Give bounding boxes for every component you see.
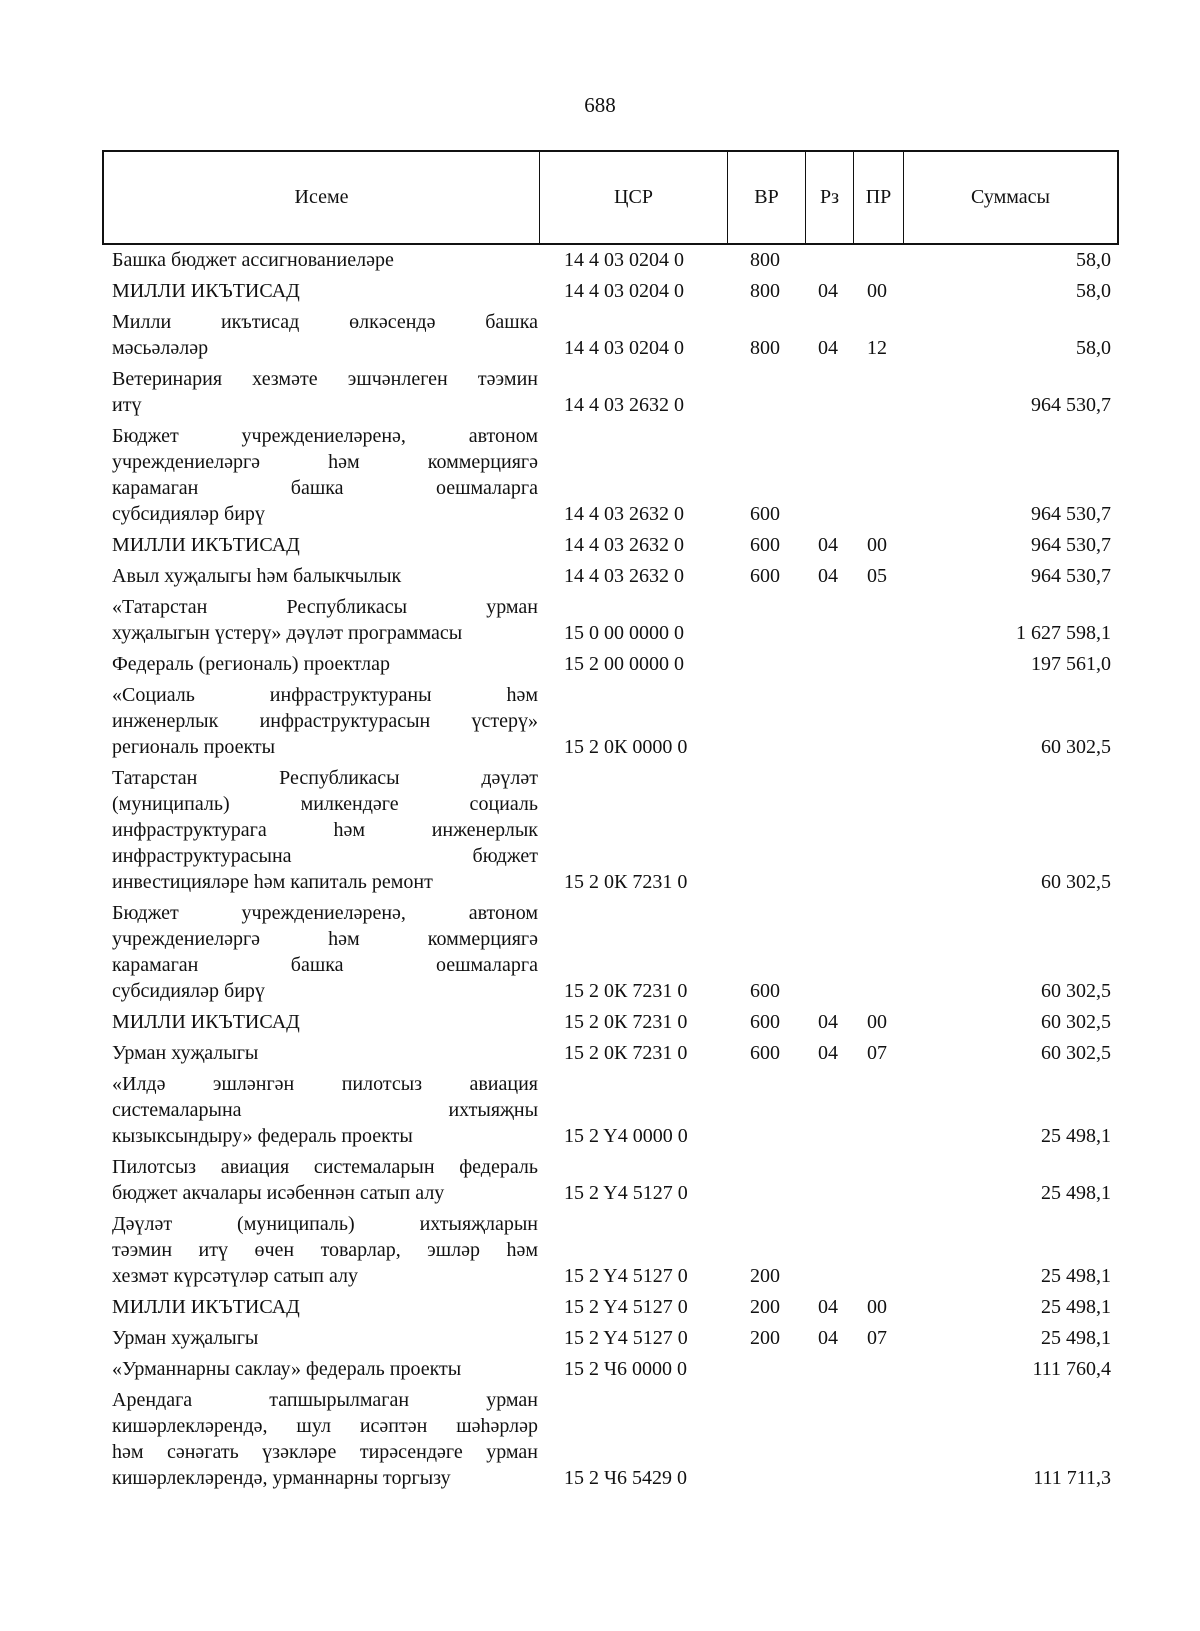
row-sum: 1 627 598,1 [1016, 622, 1111, 644]
row-name-line: Урман хуҗалыгы [112, 1042, 259, 1064]
row-name-line: учреждениеләргә һәм коммерциягә [112, 928, 538, 950]
table-row [102, 680, 1119, 763]
row-csr: 14 4 03 2632 0 [564, 503, 684, 525]
row-name-line: Авыл хуҗалыгы һәм балыкчылык [112, 565, 402, 587]
row-name-line: региональ проекты [112, 736, 276, 758]
row-name [102, 532, 538, 558]
row-name [102, 594, 538, 646]
header-pr: ПР [854, 152, 904, 243]
header-name: Исеме [104, 152, 540, 243]
row-rz: 04 [818, 337, 838, 359]
row-name-line: Бюджет учреждениеләренә, автоном [112, 425, 538, 447]
row-sum: 25 498,1 [1041, 1265, 1111, 1287]
row-sum: 25 498,1 [1041, 1296, 1111, 1318]
row-csr: 15 2 00 0000 0 [564, 653, 684, 675]
row-sum: 60 302,5 [1041, 1042, 1111, 1064]
row-rz: 04 [818, 1327, 838, 1349]
table-row [102, 1007, 1119, 1038]
row-sum: 25 498,1 [1041, 1327, 1111, 1349]
table-row [102, 1385, 1119, 1494]
row-vr: 200 [750, 1265, 780, 1287]
row-pr: 12 [867, 337, 887, 359]
row-csr: 15 2 Ч6 0000 0 [564, 1358, 687, 1380]
row-name [102, 423, 538, 527]
row-csr: 15 2 Y4 5127 0 [564, 1265, 688, 1287]
row-name-line: хуҗалыгын үстерү» дәүләт программасы [112, 622, 463, 644]
row-csr: 15 2 Y4 5127 0 [564, 1296, 688, 1318]
row-name-line: Федераль (региональ) проектлар [112, 653, 390, 675]
row-name-line: бюджет акчалары исәбеннән сатып алу [112, 1182, 445, 1204]
row-sum: 964 530,7 [1031, 503, 1111, 525]
row-name [102, 1356, 538, 1382]
row-rz: 04 [818, 534, 838, 556]
table-row [102, 1292, 1119, 1323]
table-row [102, 1069, 1119, 1152]
row-pr: 07 [867, 1327, 887, 1349]
row-vr: 600 [750, 534, 780, 556]
row-name-line: Татарстан Республикасы дәүләт [112, 767, 538, 789]
table-row [102, 1323, 1119, 1354]
table-row [102, 763, 1119, 898]
row-vr: 800 [750, 280, 780, 302]
table-row [102, 421, 1119, 530]
row-name-line: инженерлык инфраструктурасын үстерү» [112, 710, 538, 732]
row-rz: 04 [818, 1011, 838, 1033]
row-sum: 60 302,5 [1041, 871, 1111, 893]
row-name [102, 651, 538, 677]
table-row [102, 530, 1119, 561]
row-name-line: Ветеринария хезмәте эшчәнлеген тәэмин [112, 368, 538, 390]
row-name [102, 1294, 538, 1320]
row-name-line: Дәүләт (муниципаль) ихтыяҗларын [112, 1213, 538, 1235]
row-name [102, 563, 538, 589]
row-rz: 04 [818, 565, 838, 587]
row-name [102, 1071, 538, 1149]
row-pr: 05 [867, 565, 887, 587]
table-row [102, 1209, 1119, 1292]
page-number: 688 [584, 93, 616, 117]
row-csr: 14 4 03 0204 0 [564, 337, 684, 359]
row-name-line: учреждениеләргә һәм коммерциягә [112, 451, 538, 473]
row-rz: 04 [818, 1042, 838, 1064]
row-csr: 15 2 0К 7231 0 [564, 871, 688, 893]
header-rz: Рз [806, 152, 854, 243]
table-row [102, 307, 1119, 364]
row-name-line: тәэмин итү өчен товарлар, эшләр һәм [112, 1239, 538, 1261]
table-row [102, 245, 1119, 276]
row-name [102, 278, 538, 304]
row-sum: 60 302,5 [1041, 1011, 1111, 1033]
row-sum: 111 760,4 [1032, 1358, 1111, 1380]
table-body [102, 245, 1119, 1494]
table-row [102, 592, 1119, 649]
table-row [102, 364, 1119, 421]
header-csr: ЦСР [540, 152, 728, 243]
table-row [102, 649, 1119, 680]
row-rz: 04 [818, 1296, 838, 1318]
row-name [102, 366, 538, 418]
table-row [102, 1152, 1119, 1209]
row-name-line: һәм сәнәгать үзәкләре тирәсендәге урман [112, 1441, 538, 1463]
row-vr: 600 [750, 980, 780, 1002]
row-name-line: кишәрлекләрендә, урманнарны торгызу [112, 1467, 451, 1489]
table-row [102, 276, 1119, 307]
row-name-line: (муниципаль) милкендәге социаль [112, 793, 538, 815]
row-csr: 15 2 0К 0000 0 [564, 736, 688, 758]
row-name [102, 682, 538, 760]
row-name-line: Башка бюджет ассигнованиеләре [112, 249, 394, 271]
row-sum: 25 498,1 [1041, 1182, 1111, 1204]
row-name-line: кишәрлекләрендә, шул исәптән шәһәрләр [112, 1415, 538, 1437]
table-row [102, 1038, 1119, 1069]
row-csr: 15 2 Y4 5127 0 [564, 1327, 688, 1349]
row-sum: 964 530,7 [1031, 394, 1111, 416]
row-sum: 60 302,5 [1041, 980, 1111, 1002]
row-sum: 58,0 [1076, 337, 1111, 359]
row-sum: 58,0 [1076, 249, 1111, 271]
row-csr: 15 2 Ч6 5429 0 [564, 1467, 687, 1489]
row-pr: 00 [867, 280, 887, 302]
row-name [102, 1154, 538, 1206]
row-name-line: кызыксындыру» федераль проекты [112, 1125, 413, 1147]
row-sum: 111 711,3 [1033, 1467, 1111, 1489]
row-name-line: субсидияләр бирү [112, 503, 265, 525]
row-sum: 197 561,0 [1031, 653, 1111, 675]
row-name [102, 1009, 538, 1035]
row-vr: 200 [750, 1296, 780, 1318]
row-pr: 00 [867, 534, 887, 556]
table-row [102, 1354, 1119, 1385]
row-name [102, 1387, 538, 1491]
row-name-line: Урман хуҗалыгы [112, 1327, 259, 1349]
row-pr: 00 [867, 1296, 887, 1318]
row-name-line: Пилотсыз авиация системаларын федераль [112, 1156, 538, 1178]
row-vr: 600 [750, 503, 780, 525]
row-name [102, 1211, 538, 1289]
row-name-line: мәсьәләләр [112, 337, 209, 359]
row-vr: 600 [750, 565, 780, 587]
row-pr: 00 [867, 1011, 887, 1033]
row-name-line: карамаган башка оешмаларга [112, 477, 538, 499]
row-name-line: «Татарстан Республикасы урман [112, 596, 538, 618]
row-sum: 964 530,7 [1031, 534, 1111, 556]
row-name-line: МИЛЛИ ИКЪТИСАД [112, 1011, 300, 1033]
row-sum: 60 302,5 [1041, 736, 1111, 758]
row-csr: 15 2 0К 7231 0 [564, 980, 688, 1002]
row-vr: 600 [750, 1011, 780, 1033]
row-pr: 07 [867, 1042, 887, 1064]
row-csr: 14 4 03 2632 0 [564, 565, 684, 587]
row-rz: 04 [818, 280, 838, 302]
row-csr: 15 2 0К 7231 0 [564, 1042, 688, 1064]
row-name-line: МИЛЛИ ИКЪТИСАД [112, 534, 300, 556]
row-name [102, 1040, 538, 1066]
row-name-line: «Социаль инфраструктураны һәм [112, 684, 538, 706]
row-name-line: МИЛЛИ ИКЪТИСАД [112, 280, 300, 302]
row-vr: 200 [750, 1327, 780, 1349]
row-name-line: субсидияләр бирү [112, 980, 265, 1002]
row-csr: 15 2 Y4 0000 0 [564, 1125, 688, 1147]
row-name-line: инвестицияләре һәм капиталь ремонт [112, 871, 433, 893]
row-vr: 800 [750, 337, 780, 359]
row-name [102, 900, 538, 1004]
row-csr: 15 2 0К 7231 0 [564, 1011, 688, 1033]
row-sum: 58,0 [1076, 280, 1111, 302]
row-name-line: хезмәт күрсәтүләр сатып алу [112, 1265, 358, 1287]
row-name-line: «Илдә эшләнгән пилотсыз авиация [112, 1073, 538, 1095]
row-sum: 25 498,1 [1041, 1125, 1111, 1147]
row-name-line: Арендага тапшырылмаган урман [112, 1389, 538, 1411]
row-csr: 15 2 Y4 5127 0 [564, 1182, 688, 1204]
row-name-line: инфраструктурага һәм инженерлык [112, 819, 538, 841]
row-name-line: карамаган башка оешмаларга [112, 954, 538, 976]
row-sum: 964 530,7 [1031, 565, 1111, 587]
row-name-line: МИЛЛИ ИКЪТИСАД [112, 1296, 300, 1318]
row-name [102, 309, 538, 361]
row-name-line: «Урманнарны саклау» федераль проекты [112, 1358, 462, 1380]
row-vr: 600 [750, 1042, 780, 1064]
row-csr: 15 0 00 0000 0 [564, 622, 684, 644]
row-name-line: итү [112, 394, 142, 416]
row-csr: 14 4 03 0204 0 [564, 249, 684, 271]
row-name [102, 765, 538, 895]
row-name [102, 247, 538, 273]
header-sum: Суммасы [971, 186, 1050, 208]
row-name-line: инфраструктурасына бюджет [112, 845, 538, 867]
header-vr: ВР [728, 152, 806, 243]
table-header [102, 150, 1119, 245]
row-csr: 14 4 03 2632 0 [564, 394, 684, 416]
row-csr: 14 4 03 0204 0 [564, 280, 684, 302]
row-name-line: системаларына ихтыяҗны [112, 1099, 538, 1121]
table-row [102, 898, 1119, 1007]
row-name [102, 1325, 538, 1351]
row-name-line: Милли икътисад өлкәсендә башка [112, 311, 538, 333]
table-row [102, 561, 1119, 592]
row-name-line: Бюджет учреждениеләренә, автоном [112, 902, 538, 924]
row-vr: 800 [750, 249, 780, 271]
row-csr: 14 4 03 2632 0 [564, 534, 684, 556]
